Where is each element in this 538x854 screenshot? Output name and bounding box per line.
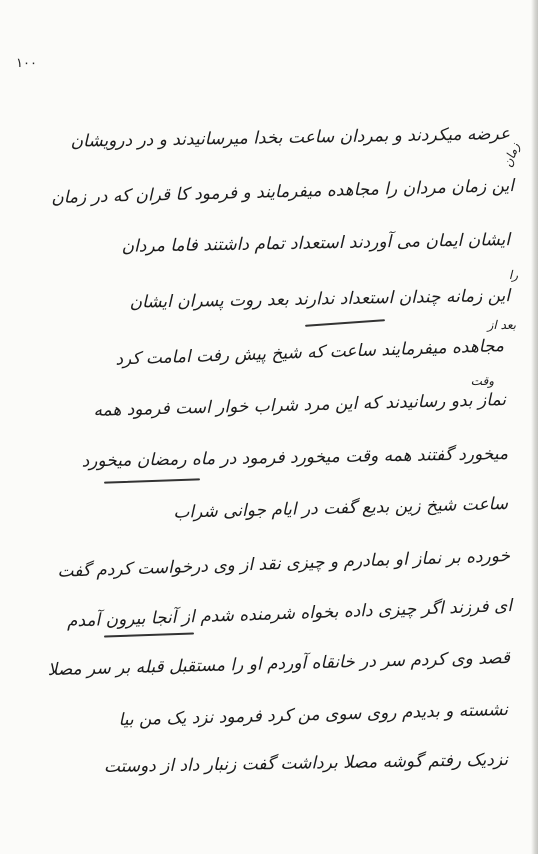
interlinear-gloss: وقت [470, 374, 494, 388]
text-line-12: نشسته و بدیدم روی سوی من کرد فرمود نزد یک من بیا [118, 700, 509, 731]
text-line-11: قصد وی کردم سر در خانقاه آوردم او را مستقبل قبله بر سر مصلا [47, 648, 511, 681]
text-line-10: ای فرزند اگر چیزی داده بخواه شرمنده شدم از آنجا بیرون آمدم [66, 596, 513, 632]
text-line-6: نماز بدو رسانیدند که این مرد شراب خوار است فرمود همه [93, 390, 507, 421]
interlinear-gloss: را [508, 268, 518, 282]
marginal-gloss: زمان [500, 140, 523, 170]
text-line-9: خورده بر نماز او بمادرم و چیزی نقد از وی درخواست کردم گفت [57, 546, 511, 582]
text-line-1: عرضه میکردند و بمردان ساعت بخدا میرسانیدند و در درویشان [70, 124, 511, 152]
text-line-3: ایشان ایمان می آوردند استعداد تمام داشتند فاما مردان [121, 230, 511, 257]
overline-stroke [104, 632, 194, 637]
interlinear-gloss: بعد از [487, 318, 516, 332]
text-line-5: مجاهده میفرمایند ساعت که شیخ پیش رفت امامت کرد [115, 336, 505, 370]
text-line-2: این زمان مردان را مجاهده میفرمایند و فرمود کا قران که در زمان [51, 176, 515, 209]
text-line-4: این زمانه چندان استعداد ندارند بعد روت پسران ایشان [129, 286, 511, 313]
page-number: ۱۰۰ [16, 56, 37, 71]
overline-stroke [305, 319, 385, 326]
text-line-8: ساعت شیخ زین بدیع گفت در ایام جوانی شراب [173, 494, 509, 523]
overline-stroke [104, 478, 200, 483]
text-line-13: نزدیک رفتم گوشه مصلا برداشت گفت زنبار داد از دوستت [103, 750, 509, 778]
text-line-7: میخورد گفتند همه وقت میخورد فرمود در ماه رمضان میخورد [81, 444, 509, 472]
